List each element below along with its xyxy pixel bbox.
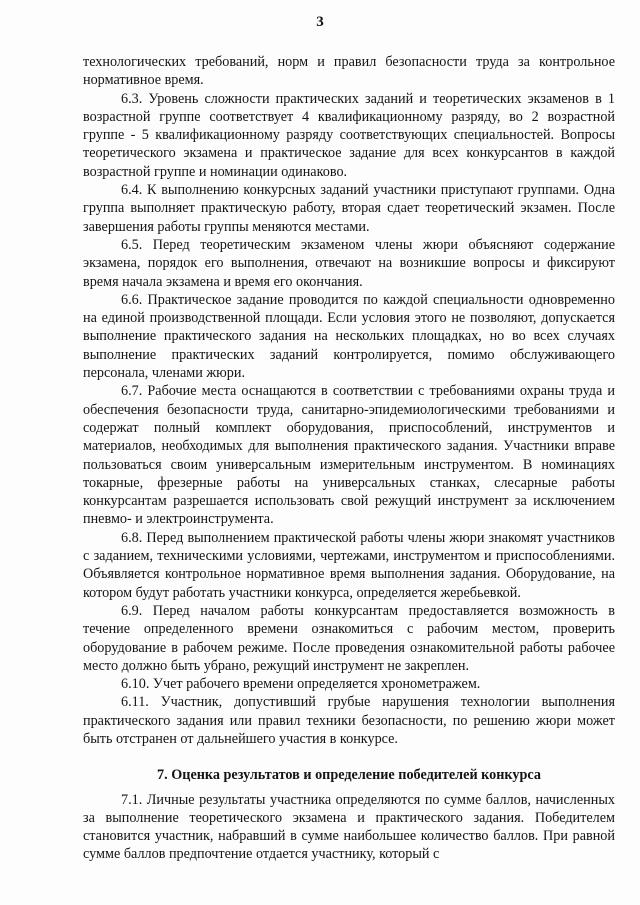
paragraph-6-3: 6.3. Уровень сложности практических заданий и теоретических экзаменов в 1 возрастной группе соответствует 4 квалификационному разряду, во 2 возрастной группе - 5 квалификационному разряду соответствующих специальностей. Вопросы теоретического экзамена и практическое задание для всех конкурсантов в каждой возрастной группе и номинации одинаково. xyxy=(83,90,615,180)
document-body xyxy=(83,53,615,864)
paragraph-6-9: 6.9. Перед началом работы конкурсантам предоставляется возможность в течение определенного времени ознакомиться с рабочим местом, проверить оборудование в рабочем режиме. После проведения ознакомительной работы рабочее место должно быть убрано, режущий инструмент не закреплен. xyxy=(83,602,615,674)
paragraph-6-10: 6.10. Учет рабочего времени определяется хронометражем. xyxy=(121,676,481,693)
section-title: 7. Оценка результатов и определение победителей конкурса xyxy=(157,767,541,784)
paragraph-6-6: 6.6. Практическое задание проводится по каждой специальности одновременно на единой производственной площади. Если условия этого не позволяют, допускается выполнение практического задания на нескольких площадках, но во всех случаях выполнение практических заданий контролируется, помимо обслуживающего персонала, членами жюри. xyxy=(83,291,615,382)
paragraph-6-8: 6.8. Перед выполнением практической работы члены жюри знакомят участников с заданием, техническими условиями, чертежами, инструментом и приспособлениями. Объявляется контрольное нормативное время выполнения задания. Оборудование, на котором будут работать участники конкурса, определяется жеребьевкой. xyxy=(83,529,615,601)
paragraph-7-1: 7.1. Личные результаты участника определяются по сумме баллов, начисленных за выполнение теоретического экзамена и практического задания. Победителем становится участник, набравший в сумме наибольшее количество баллов. При равной сумме баллов предпочтение отдается участнику, который с xyxy=(83,791,615,863)
paragraph-6-11: 6.11. Участник, допустивший грубые нарушения технологии выполнения практического задания или правил техники безопасности, по решению жюри может быть отстранен от дальнейшего участия в конкурсе. xyxy=(83,694,615,747)
paragraph-6-7: 6.7. Рабочие места оснащаются в соответствии с требованиями охраны труда и обеспечения безопасности труда, санитарно-эпидемиологическими требованиями и содержат полный комплект оборудования, приспособлений, инструментов и материалов, необходимых для выполнения практического задания. Участники вправе пользоваться своим универсальным измерительным инструментом. В номинациях токарные, фрезерные работы на универсальных станках, слесарные работы конкурсантам разрешается использовать свой режущий инструмент за исключением пневмо- и электроинструмента. xyxy=(83,383,615,528)
paragraph-6-4: 6.4. К выполнению конкурсных заданий участники приступают группами. Одна группа выполняет практическую работу, вторая сдает теоретический экзамен. После завершения работы группы меняются местами. xyxy=(83,182,615,235)
paragraph-continuation: технологических требований, норм и правил безопасности труда за контрольное нормативное время. xyxy=(83,54,615,89)
page-number: 3 xyxy=(316,14,324,30)
paragraph-6-5: 6.5. Перед теоретическим экзаменом члены жюри объясняют содержание экзамена, порядок его выполнения, отвечают на возникшие вопросы и фиксируют время начала экзамена и время его окончания. xyxy=(83,236,615,290)
